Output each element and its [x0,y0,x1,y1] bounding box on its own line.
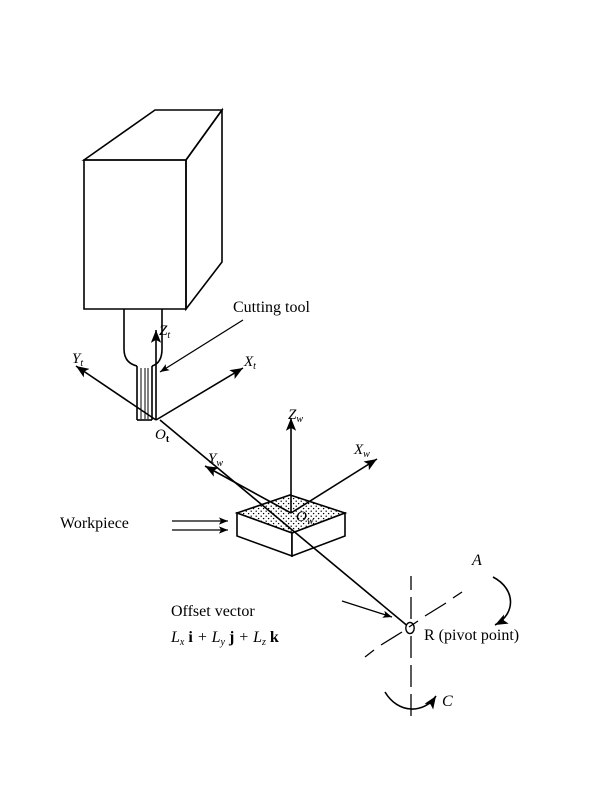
offset-vector-line [160,420,410,628]
tool-frame-axes [76,330,243,420]
label-axis-zw: $Z_w$ [288,407,304,425]
label-rotary-axis-c: C [442,693,453,710]
workpiece-frame-axes [205,418,377,513]
label-rotary-axis-a: A [472,552,482,569]
label-axis-yw: $Y_w$ [208,451,224,469]
a-rotation-arrow [493,577,511,625]
label-origin-ow: $O_w$ [296,509,314,527]
label-pivot-point: R (pivot point) [424,627,520,644]
label-offset-vector: Offset vector [171,603,255,620]
label-origin-ot: $O_t$ [155,427,170,445]
spindle-body [84,110,222,309]
label-axis-xt: $X_t$ [244,354,256,372]
cutting-tool-leader [160,320,243,372]
offset-vector-leader [342,601,392,617]
label-axis-xw: $X_w$ [354,442,370,460]
label-axis-zt: $Z_t$ [159,323,171,341]
equation-offset-vector: $L_x$ $i + L_y$ $j + L_z$ k [171,629,279,648]
label-cutting-tool: Cutting tool [233,299,310,316]
label-axis-yt: $Y_t$ [72,351,84,369]
workpiece-leader [172,521,228,530]
label-workpiece: Workpiece [60,515,129,532]
